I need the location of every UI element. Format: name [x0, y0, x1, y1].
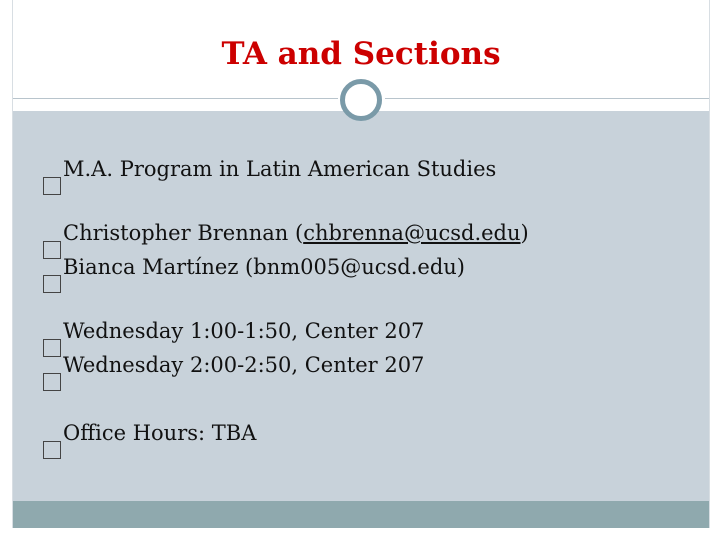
bullet-office-hours — [43, 421, 256, 459]
bullet-ta-brennan — [43, 221, 529, 259]
bullet-text: M.A. Program in Latin American Studies — [63, 157, 497, 181]
bullet-marker-icon — [43, 177, 61, 195]
ring-ornament-icon — [340, 79, 382, 121]
divider-left — [13, 98, 338, 99]
bullet-text: Bianca Martínez (bnm005@ucsd.edu) — [63, 255, 465, 279]
bullet-text: Christopher Brennan ( — [63, 221, 304, 245]
bullet-marker-icon — [43, 275, 61, 293]
email-link[interactable]: chbrenna@ucsd.edu — [303, 221, 521, 245]
bullet-text: ) — [520, 221, 529, 245]
bullet-text: Wednesday 1:00-1:50, Center 207 — [63, 319, 425, 343]
footer-bar — [13, 501, 709, 528]
bullet-program — [43, 157, 496, 195]
bullet-text: Office Hours: TBA — [63, 421, 257, 445]
content-area — [13, 111, 709, 501]
slide — [12, 0, 710, 528]
bullet-ta-martinez — [43, 255, 465, 293]
slide-title: TA and Sections — [221, 36, 501, 72]
bullet-marker-icon — [43, 373, 61, 391]
bullet-text: Wednesday 2:00-2:50, Center 207 — [63, 353, 425, 377]
bullet-section-2 — [43, 353, 424, 391]
bullet-section-1 — [43, 319, 424, 357]
divider-right — [385, 98, 709, 99]
bullet-marker-icon — [43, 441, 61, 459]
